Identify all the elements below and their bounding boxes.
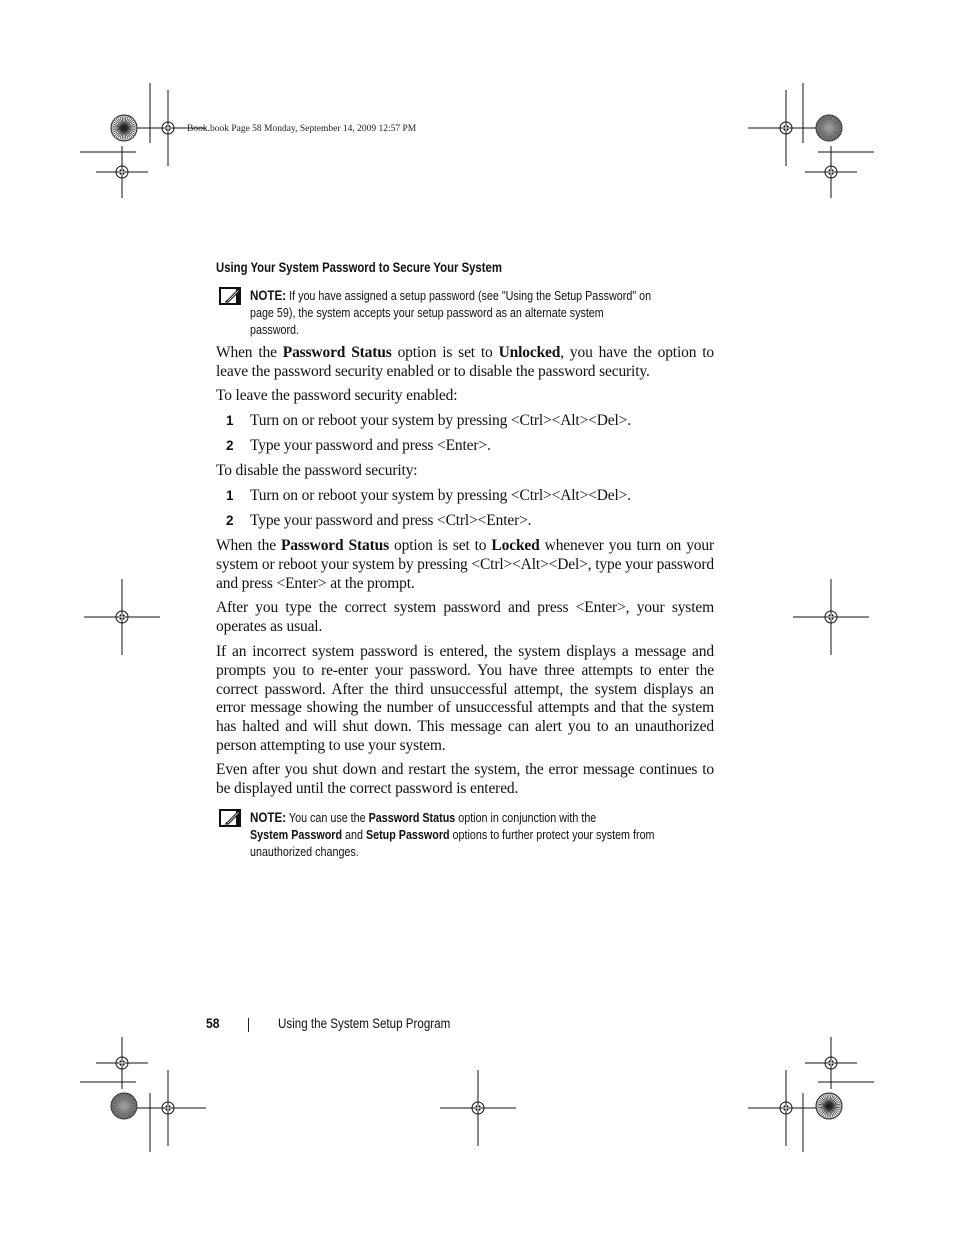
note-text: You can use the [286, 811, 369, 825]
note-pencil-icon [219, 287, 241, 305]
note-pencil-icon [219, 809, 241, 827]
page-number: 58 [206, 1016, 220, 1031]
text: When the [216, 344, 283, 361]
paragraph-incorrect-password: If an incorrect system password is entered, the system displays a message and prompts you to re-enter your password. You have three attempts to enter the correct password. After the third unsuccessful attempt, the system displays an error message showing the number of unsuccessful attempts and that the system has halted and will shut down. This message can alert you to an unauthorized person attempting to use your system. [216, 643, 714, 754]
footer-chapter-title: Using the System Setup Program [278, 1016, 451, 1031]
option-name: System Password [250, 828, 343, 843]
step-text: Type your password and press <Enter>. [250, 437, 491, 454]
option-name: Password Status [280, 537, 389, 554]
option-name: Setup Password [365, 828, 450, 843]
paragraph-locked [216, 537, 714, 593]
option-name: Password Status [368, 811, 456, 825]
step-text: Turn on or reboot your system by pressing <Ctrl><Alt><Del>. [250, 487, 631, 504]
note-setup-password [250, 287, 732, 340]
step-number: 2 [226, 438, 234, 453]
note-text: unauthorized changes. [250, 845, 359, 860]
step-number: 2 [226, 513, 234, 528]
text: , you have the option to leave the password security enabled or to disable the password security. [216, 344, 714, 380]
note-text: and [342, 828, 366, 843]
text: option is set to [391, 344, 499, 361]
text: option is set to [388, 537, 492, 554]
option-name: Password Status [282, 344, 392, 361]
disable-intro: To disable the password security: [216, 462, 418, 479]
option-value: Locked [491, 537, 540, 554]
text: whenever you turn on your system or reboot your system by pressing <Ctrl><Alt><Del>, type your password and press <Enter> at the prompt. [216, 537, 715, 592]
footer-separator [248, 1018, 249, 1032]
note-text: password. [250, 323, 300, 338]
note-text: option in conjunction with the [455, 811, 597, 825]
text: When the [216, 537, 281, 554]
step-text: Turn on or reboot your system by pressing <Ctrl><Alt><Del>. [250, 412, 631, 429]
option-value: Unlocked [498, 344, 561, 361]
step-text: Type your password and press <Ctrl><Enter>. [250, 512, 532, 529]
leave-enabled-intro: To leave the password security enabled: [216, 387, 458, 404]
step-number: 1 [226, 413, 234, 428]
paragraph-after-password: After you type the correct system password and press <Enter>, your system operates as usual. [216, 599, 714, 635]
paragraph-unlocked [216, 344, 714, 382]
note-password-options [250, 809, 732, 862]
note-label: NOTE: [250, 288, 287, 303]
header-file-info: Book.book Page 58 Monday, September 14, 2009 12:57 PM [187, 124, 417, 134]
paragraph-restart: Even after you shut down and restart the system, the error message continues to be displayed until the correct password is entered. [216, 761, 714, 797]
note-text: page 59), the system accepts your setup password as an alternate system [250, 306, 604, 321]
note-text: options to further protect your system from [449, 828, 655, 843]
note-text: If you have assigned a setup password (see "Using the Setup Password" on [286, 289, 652, 303]
section-heading: Using Your System Password to Secure Your System [216, 260, 502, 275]
step-number: 1 [226, 488, 234, 503]
note-label: NOTE: [250, 810, 287, 825]
